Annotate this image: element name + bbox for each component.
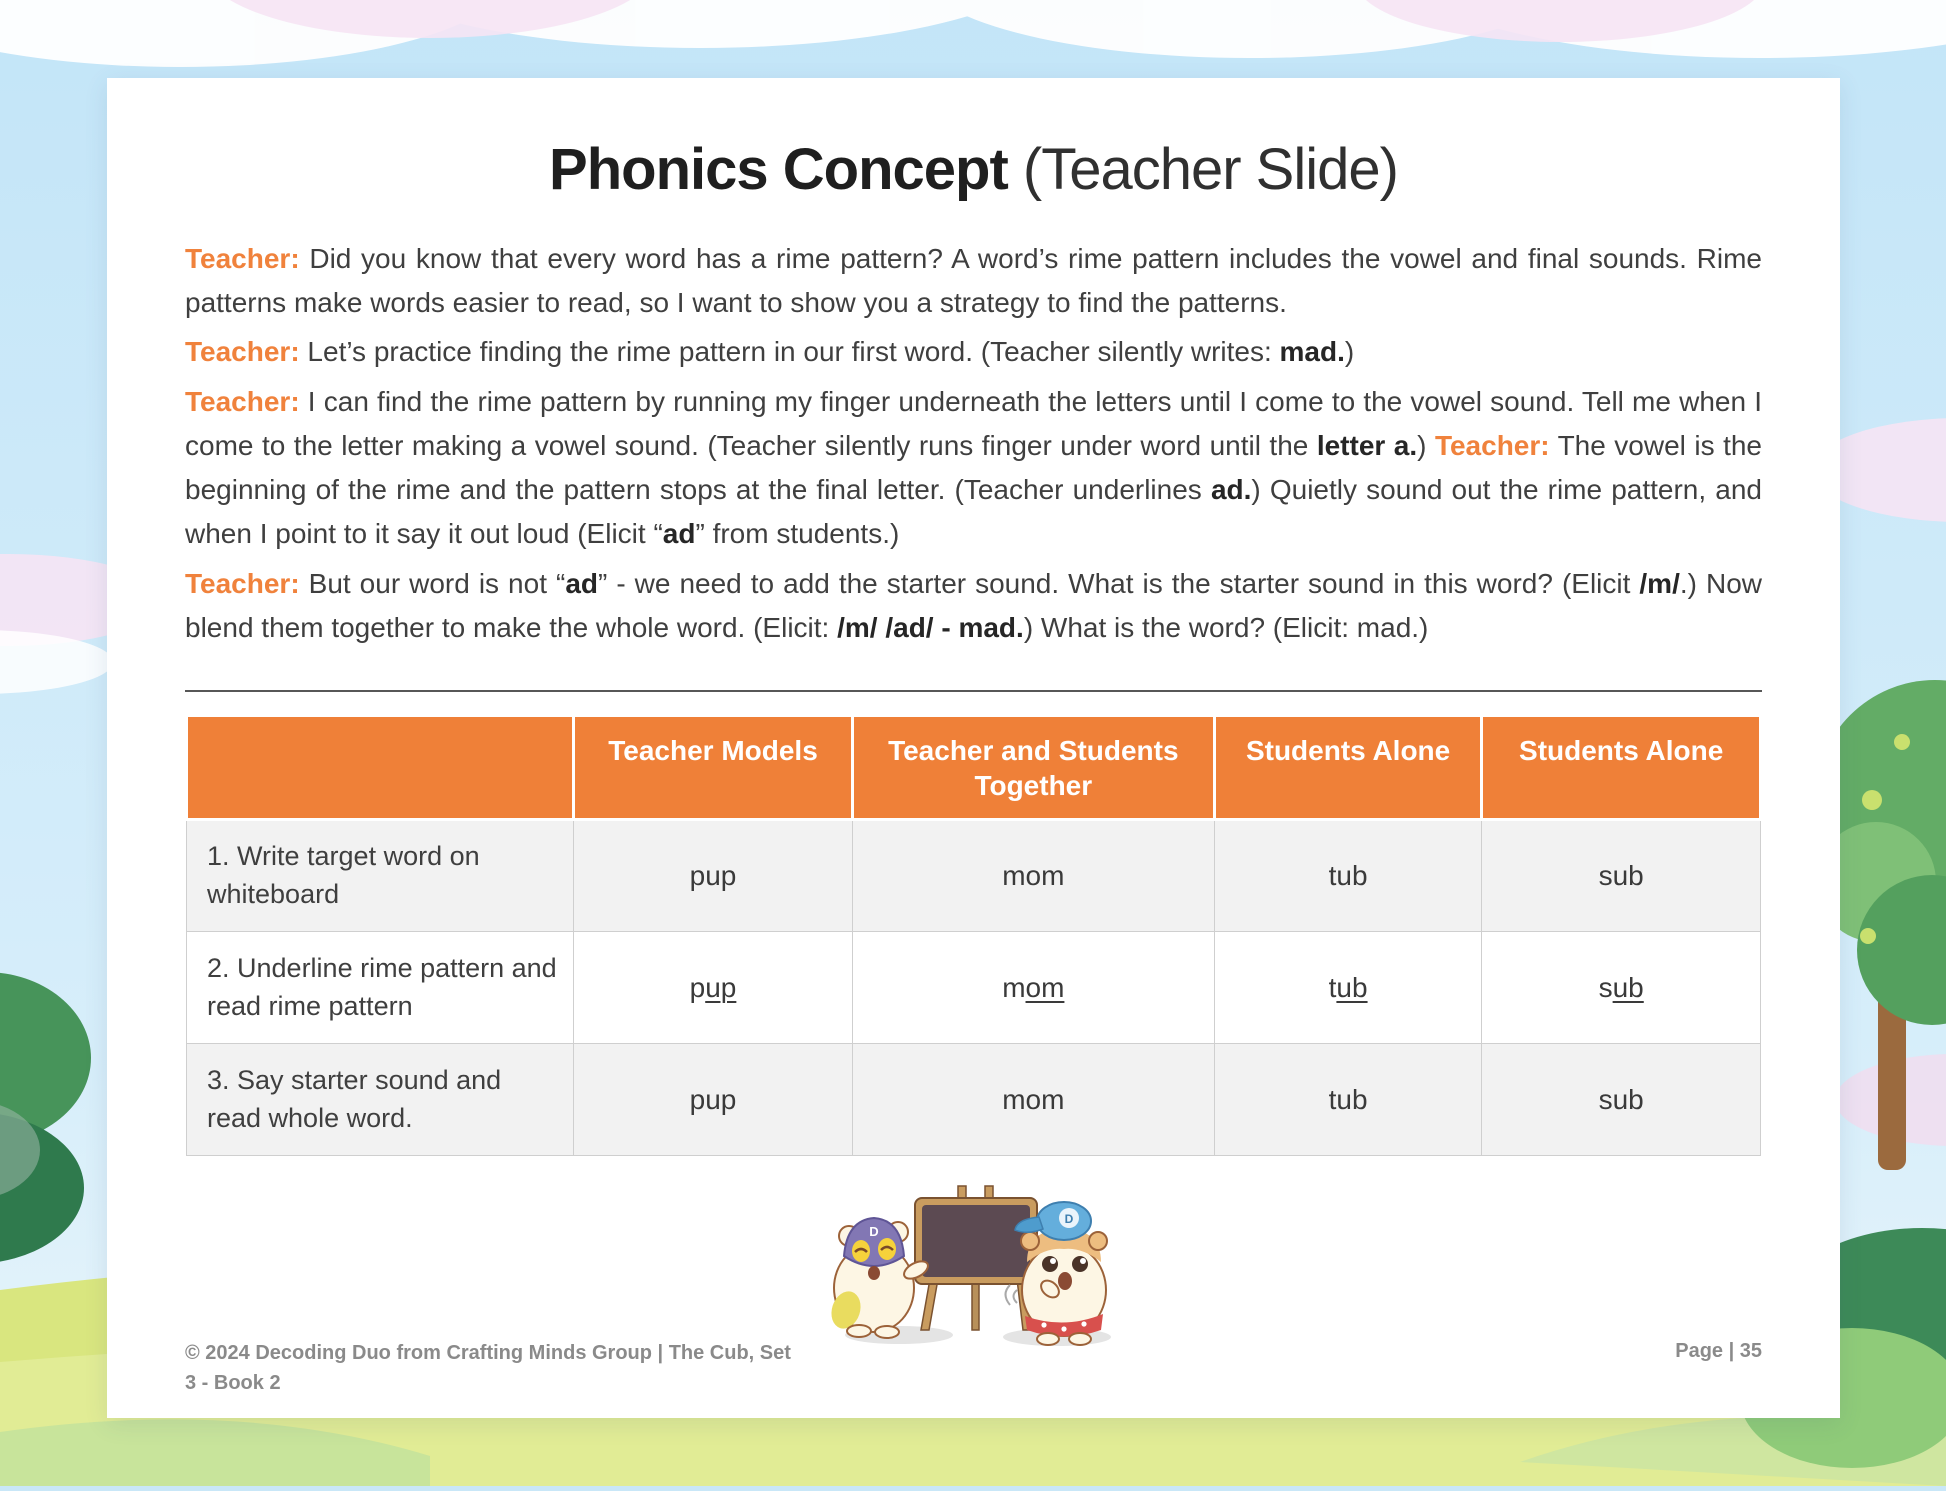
hamsters-chalkboard-icon bbox=[819, 1168, 1129, 1348]
row-label: 1. Write target word on whiteboard bbox=[187, 820, 574, 932]
rime-underlined: om bbox=[1025, 971, 1065, 1003]
table-header-teacher-models: Teacher Models bbox=[574, 716, 853, 820]
table-header-students-alone-2: Students Alone bbox=[1482, 716, 1761, 820]
copyright-line-1: © 2024 Decoding Duo from Crafting Minds Group | The Cub, Set bbox=[185, 1342, 791, 1364]
teacher-paragraph-4 bbox=[185, 562, 1762, 650]
bold-text: letter a. bbox=[1316, 429, 1418, 461]
page-footer bbox=[185, 1338, 1762, 1398]
row-label: 3. Say starter sound and read whole word. bbox=[187, 1044, 574, 1156]
paragraph-text: ) bbox=[1344, 336, 1355, 368]
paragraph-text: ) Quietly sound out the rime pattern, and when I point to it say it out loud (Elicit “ bbox=[185, 474, 1763, 550]
svg-text:D: D bbox=[1064, 1212, 1073, 1227]
table-cell: tub bbox=[1214, 1044, 1482, 1156]
bold-text: ad bbox=[565, 567, 598, 599]
rime-underlined: ub bbox=[1612, 971, 1644, 1003]
teacher-script bbox=[185, 237, 1762, 650]
teacher-label: Teacher: bbox=[1434, 429, 1550, 461]
bold-text: mad. bbox=[1279, 336, 1345, 368]
teacher-paragraph-1 bbox=[185, 237, 1762, 325]
page-content bbox=[107, 136, 1840, 1348]
page-number: Page | 35 bbox=[1675, 1340, 1762, 1362]
paragraph-text: Did you know that every word has a rime pattern? A word’s rime pattern includes the vowel and final sounds. Rime patterns make words easier to read, so I want to show you a strategy to find the patterns. bbox=[185, 243, 1762, 319]
teacher-label: Teacher: bbox=[185, 385, 300, 417]
word-prefix: m bbox=[1002, 971, 1026, 1003]
paragraph-text: ) bbox=[1417, 429, 1435, 461]
teacher-label: Teacher: bbox=[185, 567, 300, 599]
paragraph-text: .) Now blend them together to make the whole word. (Elicit: bbox=[185, 567, 1762, 643]
bold-text: ad bbox=[662, 518, 696, 550]
teacher-label: Teacher: bbox=[185, 336, 300, 368]
mascot-area bbox=[185, 1168, 1762, 1348]
copyright-text bbox=[185, 1338, 791, 1398]
paragraph-text: But our word is not “ bbox=[299, 567, 566, 599]
table-cell: pup bbox=[574, 820, 853, 932]
title-sub: (Teacher Slide) bbox=[1007, 137, 1398, 202]
table-cell bbox=[574, 932, 853, 1044]
svg-text:D: D bbox=[868, 1224, 879, 1240]
table-row-underline-rime bbox=[187, 932, 1761, 1044]
copyright-line-2: 3 - Book 2 bbox=[185, 1372, 281, 1394]
row-label: 2. Underline rime pattern and read rime pattern bbox=[187, 932, 574, 1044]
table-cell: mom bbox=[852, 1044, 1214, 1156]
word-prefix: t bbox=[1328, 971, 1337, 1003]
document-page bbox=[107, 78, 1840, 1418]
page-title bbox=[185, 136, 1762, 203]
table-cell bbox=[1214, 932, 1482, 1044]
table-cell bbox=[1482, 932, 1761, 1044]
table-header-teacher-students-together: Teacher and Students Together bbox=[852, 716, 1214, 820]
table-row-write-word bbox=[187, 820, 1761, 932]
table-cell: sub bbox=[1482, 1044, 1761, 1156]
table-row-say-starter bbox=[187, 1044, 1761, 1156]
teacher-label: Teacher: bbox=[185, 243, 300, 274]
table-cell: mom bbox=[852, 820, 1214, 932]
table-cell: pup bbox=[574, 1044, 853, 1156]
paragraph-text: ) What is the word? (Elicit: mad.) bbox=[1023, 611, 1429, 643]
bold-text: ad. bbox=[1210, 474, 1252, 506]
paragraph-text: I can find the rime pattern by running my finger underneath the letters until I come to the vowel sound. Tell me when I come to the letter making a vowel sound. (Teacher silently runs finger under word until the bbox=[185, 385, 1762, 461]
table-cell: tub bbox=[1214, 820, 1482, 932]
table-header-empty bbox=[187, 716, 574, 820]
table-cell bbox=[852, 932, 1214, 1044]
practice-routine-table bbox=[185, 714, 1762, 1156]
bold-text: /m/ /ad/ - mad. bbox=[837, 611, 1024, 643]
table-header-row bbox=[187, 716, 1761, 820]
table-cell: sub bbox=[1482, 820, 1761, 932]
teacher-paragraph-2 bbox=[185, 330, 1762, 374]
paragraph-text: ” from students.) bbox=[695, 518, 900, 550]
word-prefix: p bbox=[689, 971, 706, 1003]
table-header-students-alone-1: Students Alone bbox=[1214, 716, 1482, 820]
word-prefix: s bbox=[1598, 971, 1613, 1003]
rime-underlined: ub bbox=[1336, 971, 1368, 1003]
bold-text: /m/ bbox=[1639, 567, 1680, 599]
paragraph-text: Let’s practice finding the rime pattern in our first word. (Teacher silently writes: bbox=[299, 336, 1280, 368]
title-main: Phonics Concept bbox=[549, 137, 1008, 202]
teacher-paragraph-3 bbox=[185, 380, 1762, 557]
paragraph-text: The vowel is the beginning of the rime and the pattern stops at the final letter. (Teacher underlines bbox=[185, 429, 1762, 506]
paragraph-text: ” - we need to add the starter sound. What is the starter sound in this word? (Elicit bbox=[598, 567, 1640, 599]
rime-underlined: up bbox=[705, 971, 737, 1003]
divider-line bbox=[185, 690, 1762, 692]
